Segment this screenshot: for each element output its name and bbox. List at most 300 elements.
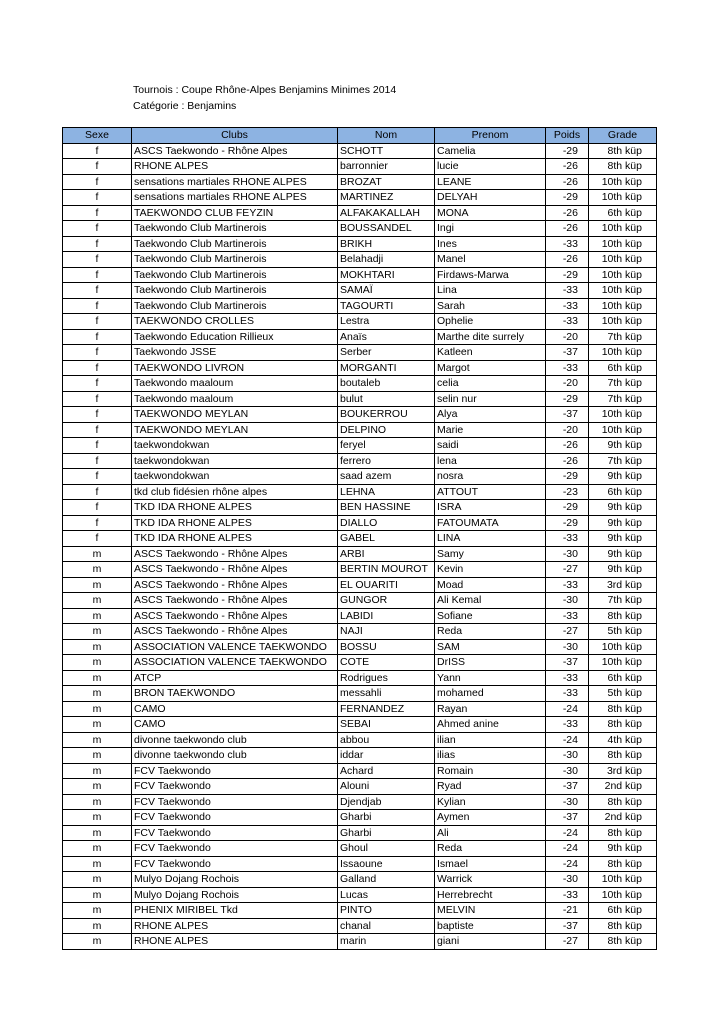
- table-row: [63, 717, 657, 733]
- cell-poids: -27: [546, 562, 589, 578]
- cell-grade: 10th küp: [589, 298, 657, 314]
- cell-prenom: ilian: [435, 732, 546, 748]
- cell-sexe: m: [63, 577, 132, 593]
- cell-grade: 8th küp: [589, 748, 657, 764]
- cell-grade: 7th küp: [589, 391, 657, 407]
- cell-club: ASCS Taekwondo - Rhône Alpes: [132, 546, 338, 562]
- cell-nom: LEHNA: [338, 484, 435, 500]
- cell-nom: DIALLO: [338, 515, 435, 531]
- cell-prenom: Ali: [435, 825, 546, 841]
- cell-prenom: Rayan: [435, 701, 546, 717]
- cell-sexe: f: [63, 422, 132, 438]
- table-row: [63, 732, 657, 748]
- cell-prenom: Ophelie: [435, 314, 546, 330]
- cell-club: divonne taekwondo club: [132, 732, 338, 748]
- cell-club: taekwondokwan: [132, 438, 338, 454]
- cell-sexe: f: [63, 252, 132, 268]
- cell-grade: 9th küp: [589, 500, 657, 516]
- cell-prenom: LINA: [435, 531, 546, 547]
- cell-nom: SEBAI: [338, 717, 435, 733]
- cell-sexe: f: [63, 143, 132, 159]
- cell-sexe: f: [63, 531, 132, 547]
- cell-grade: 2nd küp: [589, 779, 657, 795]
- cell-grade: 5th küp: [589, 686, 657, 702]
- cell-prenom: Warrick: [435, 872, 546, 888]
- cell-sexe: m: [63, 748, 132, 764]
- cell-poids: -37: [546, 779, 589, 795]
- cell-grade: 6th küp: [589, 205, 657, 221]
- cell-club: Taekwondo maaloum: [132, 391, 338, 407]
- cell-grade: 9th küp: [589, 438, 657, 454]
- cell-sexe: m: [63, 717, 132, 733]
- table-row: [63, 670, 657, 686]
- cell-sexe: m: [63, 763, 132, 779]
- cell-prenom: DELYAH: [435, 190, 546, 206]
- cell-nom: SCHOTT: [338, 143, 435, 159]
- cell-club: TKD IDA RHONE ALPES: [132, 515, 338, 531]
- cell-grade: 10th küp: [589, 174, 657, 190]
- cell-club: TAEKWONDO LIVRON: [132, 360, 338, 376]
- cell-prenom: Samy: [435, 546, 546, 562]
- cell-club: Mulyo Dojang Rochois: [132, 887, 338, 903]
- table-row: [63, 515, 657, 531]
- cell-club: Taekwondo Club Martinerois: [132, 283, 338, 299]
- cell-club: Taekwondo maaloum: [132, 376, 338, 392]
- cell-grade: 8th küp: [589, 794, 657, 810]
- cell-prenom: Margot: [435, 360, 546, 376]
- cell-sexe: m: [63, 562, 132, 578]
- cell-grade: 8th küp: [589, 717, 657, 733]
- cell-poids: -23: [546, 484, 589, 500]
- cell-sexe: f: [63, 159, 132, 175]
- cell-club: taekwondokwan: [132, 469, 338, 485]
- cell-club: RHONE ALPES: [132, 159, 338, 175]
- cell-sexe: f: [63, 174, 132, 190]
- cell-prenom: Manel: [435, 252, 546, 268]
- cell-sexe: m: [63, 624, 132, 640]
- cell-sexe: m: [63, 918, 132, 934]
- cell-nom: Belahadji: [338, 252, 435, 268]
- cell-club: Taekwondo JSSE: [132, 345, 338, 361]
- cell-prenom: ISRA: [435, 500, 546, 516]
- cell-nom: PINTO: [338, 903, 435, 919]
- cell-sexe: m: [63, 670, 132, 686]
- table-row: [63, 205, 657, 221]
- cell-club: Taekwondo Club Martinerois: [132, 236, 338, 252]
- cell-poids: -27: [546, 624, 589, 640]
- cell-poids: -26: [546, 252, 589, 268]
- cell-nom: BOSSU: [338, 639, 435, 655]
- cell-nom: feryel: [338, 438, 435, 454]
- cell-club: ASSOCIATION VALENCE TAEKWONDO: [132, 639, 338, 655]
- cell-grade: 10th küp: [589, 267, 657, 283]
- cell-sexe: m: [63, 546, 132, 562]
- cell-prenom: celia: [435, 376, 546, 392]
- cell-grade: 9th küp: [589, 531, 657, 547]
- cell-sexe: m: [63, 841, 132, 857]
- cell-club: CAMO: [132, 717, 338, 733]
- cell-prenom: Yann: [435, 670, 546, 686]
- cell-poids: -29: [546, 500, 589, 516]
- cell-prenom: Reda: [435, 841, 546, 857]
- cell-prenom: saidi: [435, 438, 546, 454]
- cell-poids: -33: [546, 887, 589, 903]
- participants-table: [62, 127, 657, 950]
- cell-grade: 8th küp: [589, 159, 657, 175]
- cell-nom: MARTINEZ: [338, 190, 435, 206]
- table-row: [63, 391, 657, 407]
- table-row: [63, 143, 657, 159]
- cell-nom: COTE: [338, 655, 435, 671]
- table-row: [63, 500, 657, 516]
- cell-prenom: Ryad: [435, 779, 546, 795]
- cell-sexe: m: [63, 593, 132, 609]
- cell-poids: -33: [546, 608, 589, 624]
- cell-grade: 10th küp: [589, 314, 657, 330]
- cell-poids: -33: [546, 670, 589, 686]
- cell-club: FCV Taekwondo: [132, 825, 338, 841]
- cell-poids: -29: [546, 391, 589, 407]
- cell-club: ASCS Taekwondo - Rhône Alpes: [132, 577, 338, 593]
- cell-sexe: m: [63, 686, 132, 702]
- cell-poids: -37: [546, 345, 589, 361]
- cell-club: FCV Taekwondo: [132, 794, 338, 810]
- cell-nom: BEN HASSINE: [338, 500, 435, 516]
- table-row: [63, 624, 657, 640]
- cell-grade: 7th küp: [589, 593, 657, 609]
- cell-grade: 3rd küp: [589, 763, 657, 779]
- cell-grade: 2nd küp: [589, 810, 657, 826]
- table-row: [63, 701, 657, 717]
- cell-prenom: Sofiane: [435, 608, 546, 624]
- cell-poids: -30: [546, 794, 589, 810]
- cell-sexe: f: [63, 438, 132, 454]
- cell-sexe: f: [63, 360, 132, 376]
- cell-prenom: Reda: [435, 624, 546, 640]
- cell-sexe: m: [63, 639, 132, 655]
- cell-poids: -37: [546, 407, 589, 423]
- cell-prenom: Ahmed anine: [435, 717, 546, 733]
- cell-poids: -33: [546, 283, 589, 299]
- column-header-clubs: Clubs: [132, 128, 338, 144]
- cell-prenom: baptiste: [435, 918, 546, 934]
- cell-sexe: m: [63, 887, 132, 903]
- cell-poids: -26: [546, 205, 589, 221]
- cell-prenom: ATTOUT: [435, 484, 546, 500]
- cell-nom: Lestra: [338, 314, 435, 330]
- cell-sexe: f: [63, 221, 132, 237]
- cell-prenom: Firdaws-Marwa: [435, 267, 546, 283]
- cell-club: TAEKWONDO CROLLES: [132, 314, 338, 330]
- cell-sexe: f: [63, 314, 132, 330]
- cell-sexe: f: [63, 329, 132, 345]
- cell-sexe: f: [63, 283, 132, 299]
- table-row: [63, 794, 657, 810]
- table-row: [63, 655, 657, 671]
- table-row: [63, 934, 657, 950]
- cell-nom: BOUSSANDEL: [338, 221, 435, 237]
- cell-nom: Gharbi: [338, 810, 435, 826]
- cell-nom: NAJI: [338, 624, 435, 640]
- cell-nom: Ghoul: [338, 841, 435, 857]
- table-row: [63, 763, 657, 779]
- cell-nom: abbou: [338, 732, 435, 748]
- cell-grade: 4th küp: [589, 732, 657, 748]
- column-header-poids: Poids: [546, 128, 589, 144]
- table-body: [63, 143, 657, 949]
- cell-poids: -24: [546, 856, 589, 872]
- cell-nom: chanal: [338, 918, 435, 934]
- cell-nom: ALFAKAKALLAH: [338, 205, 435, 221]
- cell-club: divonne taekwondo club: [132, 748, 338, 764]
- table-row: [63, 376, 657, 392]
- table-row: [63, 190, 657, 206]
- cell-club: BRON TAEKWONDO: [132, 686, 338, 702]
- cell-club: FCV Taekwondo: [132, 763, 338, 779]
- table-row: [63, 825, 657, 841]
- cell-nom: messahli: [338, 686, 435, 702]
- cell-nom: FERNANDEZ: [338, 701, 435, 717]
- cell-poids: -33: [546, 236, 589, 252]
- cell-nom: Anaïs: [338, 329, 435, 345]
- cell-poids: -29: [546, 190, 589, 206]
- cell-prenom: Ingi: [435, 221, 546, 237]
- cell-poids: -26: [546, 453, 589, 469]
- cell-nom: Issaoune: [338, 856, 435, 872]
- table-row: [63, 918, 657, 934]
- cell-sexe: m: [63, 810, 132, 826]
- table-row: [63, 159, 657, 175]
- cell-sexe: m: [63, 779, 132, 795]
- cell-sexe: f: [63, 236, 132, 252]
- cell-poids: -24: [546, 841, 589, 857]
- cell-sexe: m: [63, 794, 132, 810]
- tournament-title: Tournois : Coupe Rhône-Alpes Benjamins Minimes 2014: [133, 84, 397, 96]
- cell-prenom: Ines: [435, 236, 546, 252]
- cell-grade: 6th küp: [589, 360, 657, 376]
- cell-nom: BERTIN MOUROT: [338, 562, 435, 578]
- document-header: [133, 82, 396, 114]
- cell-nom: GUNGOR: [338, 593, 435, 609]
- cell-nom: ARBI: [338, 546, 435, 562]
- cell-poids: -33: [546, 360, 589, 376]
- column-header-prenom: Prenom: [435, 128, 546, 144]
- table-row: [63, 453, 657, 469]
- cell-sexe: f: [63, 376, 132, 392]
- cell-sexe: m: [63, 655, 132, 671]
- cell-club: ASCS Taekwondo - Rhône Alpes: [132, 624, 338, 640]
- cell-poids: -24: [546, 825, 589, 841]
- cell-poids: -30: [546, 872, 589, 888]
- cell-club: TAEKWONDO MEYLAN: [132, 407, 338, 423]
- cell-prenom: DrISS: [435, 655, 546, 671]
- cell-sexe: f: [63, 500, 132, 516]
- cell-prenom: Kevin: [435, 562, 546, 578]
- cell-club: TAEKWONDO CLUB FEYZIN: [132, 205, 338, 221]
- cell-poids: -21: [546, 903, 589, 919]
- cell-poids: -30: [546, 763, 589, 779]
- cell-prenom: Marie: [435, 422, 546, 438]
- table-row: [63, 593, 657, 609]
- cell-nom: BOUKERROU: [338, 407, 435, 423]
- cell-poids: -29: [546, 515, 589, 531]
- table-row: [63, 841, 657, 857]
- cell-grade: 9th küp: [589, 515, 657, 531]
- cell-grade: 3rd küp: [589, 577, 657, 593]
- cell-sexe: m: [63, 608, 132, 624]
- cell-nom: BROZAT: [338, 174, 435, 190]
- cell-club: ATCP: [132, 670, 338, 686]
- cell-poids: -29: [546, 143, 589, 159]
- cell-sexe: f: [63, 453, 132, 469]
- cell-club: PHENIX MIRIBEL Tkd: [132, 903, 338, 919]
- cell-sexe: m: [63, 732, 132, 748]
- cell-prenom: FATOUMATA: [435, 515, 546, 531]
- cell-prenom: Romain: [435, 763, 546, 779]
- cell-nom: SAMAÏ: [338, 283, 435, 299]
- cell-sexe: m: [63, 701, 132, 717]
- category-label: Catégorie : Benjamins: [133, 100, 237, 112]
- cell-club: Taekwondo Club Martinerois: [132, 221, 338, 237]
- cell-sexe: f: [63, 267, 132, 283]
- column-header-sexe: Sexe: [63, 128, 132, 144]
- cell-sexe: m: [63, 856, 132, 872]
- cell-prenom: lucie: [435, 159, 546, 175]
- table-row: [63, 577, 657, 593]
- cell-sexe: f: [63, 205, 132, 221]
- cell-grade: 10th küp: [589, 422, 657, 438]
- cell-sexe: f: [63, 484, 132, 500]
- table-row: [63, 484, 657, 500]
- cell-club: RHONE ALPES: [132, 918, 338, 934]
- cell-prenom: lena: [435, 453, 546, 469]
- cell-prenom: LEANE: [435, 174, 546, 190]
- cell-prenom: Alya: [435, 407, 546, 423]
- cell-sexe: f: [63, 407, 132, 423]
- cell-poids: -26: [546, 174, 589, 190]
- table-row: [63, 329, 657, 345]
- cell-sexe: f: [63, 515, 132, 531]
- cell-club: FCV Taekwondo: [132, 810, 338, 826]
- cell-grade: 8th küp: [589, 856, 657, 872]
- cell-prenom: Marthe dite surrely: [435, 329, 546, 345]
- table-row: [63, 531, 657, 547]
- cell-sexe: m: [63, 903, 132, 919]
- cell-sexe: f: [63, 469, 132, 485]
- cell-poids: -24: [546, 701, 589, 717]
- cell-poids: -29: [546, 267, 589, 283]
- cell-club: TKD IDA RHONE ALPES: [132, 531, 338, 547]
- cell-grade: 6th küp: [589, 670, 657, 686]
- cell-grade: 6th küp: [589, 484, 657, 500]
- cell-poids: -20: [546, 376, 589, 392]
- cell-grade: 10th küp: [589, 872, 657, 888]
- cell-grade: 5th küp: [589, 624, 657, 640]
- cell-prenom: Ali Kemal: [435, 593, 546, 609]
- cell-prenom: Camelia: [435, 143, 546, 159]
- table-row: [63, 252, 657, 268]
- table-row: [63, 872, 657, 888]
- cell-club: Taekwondo Education Rillieux: [132, 329, 338, 345]
- cell-prenom: Kylian: [435, 794, 546, 810]
- cell-poids: -37: [546, 918, 589, 934]
- table-row: [63, 562, 657, 578]
- cell-club: FCV Taekwondo: [132, 779, 338, 795]
- cell-club: Taekwondo Club Martinerois: [132, 267, 338, 283]
- cell-poids: -37: [546, 655, 589, 671]
- cell-poids: -20: [546, 329, 589, 345]
- cell-club: Taekwondo Club Martinerois: [132, 252, 338, 268]
- cell-sexe: m: [63, 872, 132, 888]
- cell-club: ASCS Taekwondo - Rhône Alpes: [132, 562, 338, 578]
- cell-grade: 6th küp: [589, 903, 657, 919]
- cell-club: TKD IDA RHONE ALPES: [132, 500, 338, 516]
- cell-prenom: Sarah: [435, 298, 546, 314]
- cell-poids: -24: [546, 732, 589, 748]
- cell-poids: -33: [546, 686, 589, 702]
- cell-grade: 10th küp: [589, 345, 657, 361]
- cell-prenom: SAM: [435, 639, 546, 655]
- cell-nom: BRIKH: [338, 236, 435, 252]
- table-row: [63, 267, 657, 283]
- cell-grade: 10th küp: [589, 407, 657, 423]
- cell-nom: Gharbi: [338, 825, 435, 841]
- cell-nom: Alouni: [338, 779, 435, 795]
- table-row: [63, 856, 657, 872]
- cell-poids: -33: [546, 531, 589, 547]
- cell-prenom: Lina: [435, 283, 546, 299]
- cell-grade: 10th küp: [589, 639, 657, 655]
- table-header-row: [63, 128, 657, 144]
- cell-nom: Galland: [338, 872, 435, 888]
- cell-club: sensations martiales RHONE ALPES: [132, 174, 338, 190]
- table-row: [63, 810, 657, 826]
- table-row: [63, 298, 657, 314]
- cell-sexe: f: [63, 298, 132, 314]
- cell-club: TAEKWONDO MEYLAN: [132, 422, 338, 438]
- table-row: [63, 314, 657, 330]
- cell-poids: -26: [546, 221, 589, 237]
- cell-nom: bulut: [338, 391, 435, 407]
- cell-prenom: Herrebrecht: [435, 887, 546, 903]
- cell-grade: 8th küp: [589, 825, 657, 841]
- table-row: [63, 438, 657, 454]
- cell-club: ASCS Taekwondo - Rhône Alpes: [132, 143, 338, 159]
- cell-poids: -33: [546, 314, 589, 330]
- table-row: [63, 422, 657, 438]
- cell-club: ASCS Taekwondo - Rhône Alpes: [132, 608, 338, 624]
- cell-nom: MORGANTI: [338, 360, 435, 376]
- cell-poids: -33: [546, 717, 589, 733]
- cell-prenom: MELVIN: [435, 903, 546, 919]
- cell-grade: 8th küp: [589, 701, 657, 717]
- cell-sexe: m: [63, 825, 132, 841]
- cell-club: sensations martiales RHONE ALPES: [132, 190, 338, 206]
- table-row: [63, 407, 657, 423]
- cell-prenom: Katleen: [435, 345, 546, 361]
- cell-prenom: giani: [435, 934, 546, 950]
- cell-nom: MOKHTARI: [338, 267, 435, 283]
- cell-grade: 9th küp: [589, 546, 657, 562]
- cell-grade: 10th küp: [589, 887, 657, 903]
- cell-club: tkd club fidésien rhône alpes: [132, 484, 338, 500]
- cell-grade: 10th küp: [589, 236, 657, 252]
- cell-nom: ferrero: [338, 453, 435, 469]
- cell-grade: 8th küp: [589, 934, 657, 950]
- cell-club: RHONE ALPES: [132, 934, 338, 950]
- cell-poids: -20: [546, 422, 589, 438]
- cell-club: FCV Taekwondo: [132, 841, 338, 857]
